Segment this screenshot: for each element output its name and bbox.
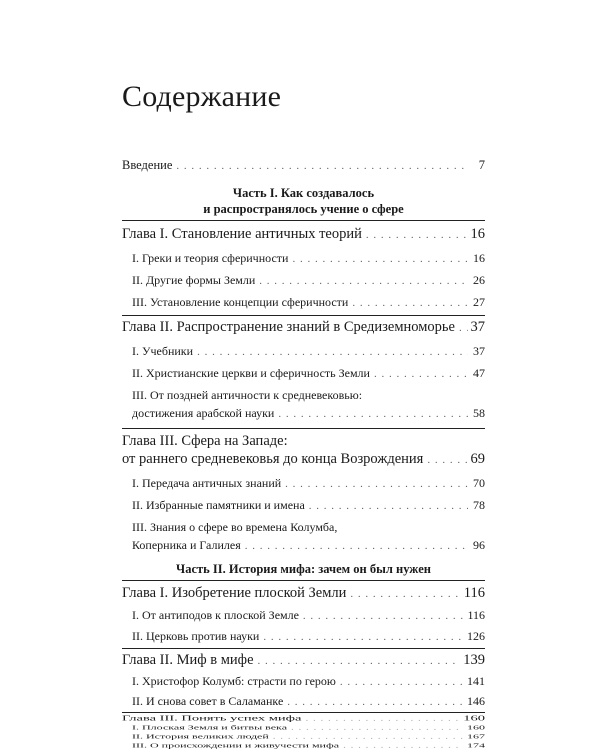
section-label: I. Греки и теория сферичности [132, 251, 289, 265]
chapter-label: Глава I. Становление античных теорий [122, 226, 362, 242]
section-label: III. От поздней античности к средневековью: [132, 388, 363, 402]
leader-dots [292, 254, 468, 264]
section-page: 78 [473, 498, 485, 512]
chapter-page: 16 [470, 226, 485, 242]
section-label: III. Знания о сфере во времена Колумба, [132, 520, 338, 534]
chapter-page: 160 [463, 714, 485, 723]
chapter-1-2[interactable] [122, 318, 485, 336]
toc-entry-label: Введение [122, 158, 173, 172]
section-page: 37 [473, 344, 485, 358]
section-label: достижения арабской науки [132, 406, 275, 420]
leader-dots [459, 323, 468, 333]
section-page: 27 [473, 295, 485, 309]
chapter-label: Глава III. Сфера на Западе: [122, 433, 288, 449]
section-entry[interactable] [122, 293, 485, 311]
leader-dots [343, 744, 464, 749]
section-label: II. Христианские церкви и сферичность Земли [132, 366, 370, 380]
section-page: 126 [467, 629, 485, 643]
section-label: I. От антиподов к плоской Земле [132, 608, 299, 622]
leader-dots [305, 717, 460, 722]
section-label: Коперника и Галилея [132, 538, 241, 552]
toc-entry-intro[interactable] [122, 156, 485, 174]
section-entry[interactable] [122, 518, 485, 554]
page-title: Содержание [122, 80, 282, 113]
chapter-1-1[interactable] [122, 225, 485, 243]
chapter-1-3[interactable] [122, 432, 485, 468]
section-entry[interactable] [122, 474, 485, 492]
section-page: 70 [473, 476, 485, 490]
section-label: II. И снова совет в Саламанке [132, 694, 284, 708]
section-page: 174 [467, 742, 485, 749]
section-label: I. Передача античных знаний [132, 476, 282, 490]
leader-dots [309, 501, 468, 511]
section-entry[interactable] [122, 342, 485, 360]
leader-dots [352, 298, 468, 308]
leader-dots [245, 541, 468, 551]
part-heading-line: Часть I. Как создавалось [232, 186, 375, 200]
chapter-2-2[interactable] [122, 651, 485, 669]
section-page: 96 [473, 538, 485, 552]
chapter-label: Глава I. Изобретение плоской Земли [122, 585, 347, 601]
divider [122, 712, 485, 713]
section-entry[interactable] [122, 271, 485, 289]
leader-dots [287, 697, 464, 707]
part-heading-line: и распространялось учение о сфере [203, 202, 404, 216]
section-label: I. Христофор Колумб: страсти по герою [132, 674, 336, 688]
section-page: 58 [473, 406, 485, 420]
chapter-page: 37 [470, 319, 485, 335]
chapter-page: 139 [463, 652, 485, 668]
section-label: III. Установление концепции сферичности [132, 295, 349, 309]
leader-dots [350, 589, 460, 599]
leader-dots [285, 479, 468, 489]
chapter-label: Глава II. Миф в мифе [122, 652, 254, 668]
leader-dots [263, 632, 464, 642]
leader-dots [374, 369, 468, 379]
section-page: 160 [467, 724, 485, 731]
leader-dots [258, 656, 461, 666]
divider [122, 580, 485, 581]
leader-dots [273, 735, 464, 740]
leader-dots [427, 455, 467, 465]
section-entry[interactable] [122, 249, 485, 267]
section-page: 116 [467, 608, 485, 622]
leader-dots [278, 409, 468, 419]
divider [122, 428, 485, 429]
chapter-label: Глава III. Понять успех мифа [122, 714, 302, 723]
section-page: 167 [467, 733, 485, 740]
section-label: II. Другие формы Земли [132, 273, 256, 287]
toc-entry-page: 7 [478, 158, 485, 172]
leader-dots [259, 276, 468, 286]
section-label: II. История великих людей [132, 733, 269, 740]
leader-dots [197, 347, 468, 357]
chapter-page: 69 [470, 451, 485, 467]
section-entry[interactable] [122, 364, 485, 382]
section-page: 26 [473, 273, 485, 287]
section-entry[interactable] [122, 692, 485, 710]
part-heading-2 [122, 561, 485, 577]
section-page: 16 [473, 251, 485, 265]
section-label: I. Учебники [132, 344, 194, 358]
section-entry[interactable] [122, 672, 485, 690]
part-heading-line: Часть II. История мифа: зачем он был нужен [176, 562, 431, 576]
section-entry[interactable] [122, 606, 485, 624]
section-page: 141 [467, 674, 485, 688]
part-heading-1 [122, 185, 485, 217]
section-entry[interactable] [122, 496, 485, 514]
section-entry[interactable] [122, 386, 485, 422]
section-label: III. О происхождении и живучести мифа [132, 742, 340, 749]
section-label: II. Избранные памятники и имена [132, 498, 305, 512]
divider [122, 315, 485, 316]
divider [122, 220, 485, 221]
chapter-page: 116 [463, 585, 485, 601]
leader-dots [303, 611, 465, 621]
leader-dots [176, 161, 468, 171]
leader-dots [366, 230, 468, 240]
chapter-label: от раннего средневековья до конца Возрождения [122, 451, 424, 467]
chapter-label: Глава II. Распространение знаний в Средиземноморье [122, 319, 455, 335]
leader-dots [291, 726, 464, 731]
section-label: I. Плоская Земля и битвы века [132, 724, 288, 731]
section-page: 146 [467, 694, 485, 708]
chapter-2-1[interactable] [122, 584, 485, 602]
chapter-2-3[interactable] [122, 714, 485, 750]
divider [122, 648, 485, 649]
leader-dots [340, 677, 464, 687]
section-page: 47 [473, 366, 485, 380]
section-label: II. Церковь против науки [132, 629, 260, 643]
section-entry[interactable] [122, 627, 485, 645]
